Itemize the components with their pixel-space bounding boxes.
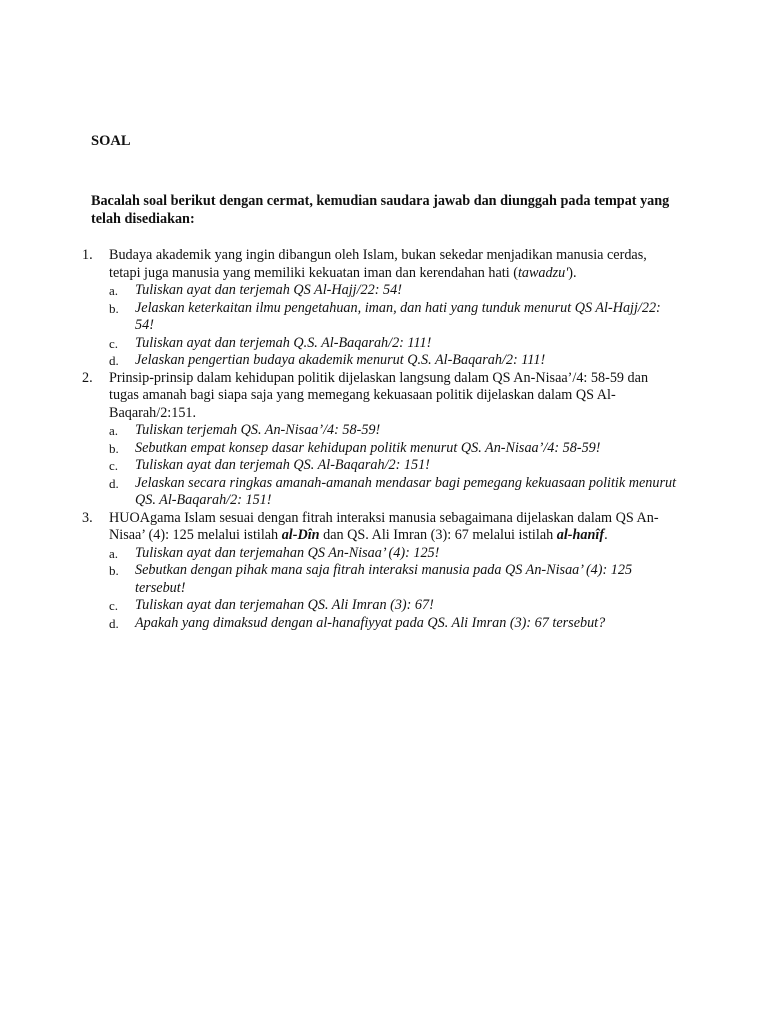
question-body [109,247,676,370]
sub-question-text: Tuliskan ayat dan terjemahan QS. Ali Imran (3): 67! [135,597,434,613]
question-italic-term: tawadzu' [517,264,569,281]
sub-question [109,440,676,458]
sub-question [109,352,676,370]
sub-question-text: Jelaskan pengertian budaya akademik menurut Q.S. Al-Baqarah/2: 111! [135,352,546,368]
sub-question [109,597,676,615]
sub-question-text: Sebutkan dengan pihak mana saja fitrah interaksi manusia pada QS An-Nisaa’ (4): 125 tersebut! [135,562,633,596]
sub-question-letter: d. [109,615,119,631]
sub-question-text: Jelaskan secara ringkas amanah-amanah mendasar bagi pemegang kekuasaan politik menurut QS. Al-Baqarah/2: 151! [135,474,677,508]
instruction-text: Bacalah soal berikut dengan cermat, kemudian saudara jawab dan diunggah pada tempat yang telah disediakan: [91,193,670,227]
sub-question-letter: c. [109,335,119,351]
question-text-part: HUOAgama Islam sesuai dengan fitrah interaksi manusia sebagaimana dijelaskan dalam QS An-Nisaa’ (4): 125 melalui istilah [109,509,659,543]
question-text: Prinsip-prinsip dalam kehidupan politik dijelaskan langsung dalam QS An-Nisaa’/4: 58-59 dan tugas amanah bagi siapa saja yang memegang kekuasaan politik dijelaskan dalam QS Al-Baqarah/2:151. [109,369,649,421]
question-text [109,510,676,545]
sub-question-text: Jelaskan keterkaitan ilmu pengetahuan, iman, dan hati yang tunduk menurut QS Al-Hajj/22: 54! [135,299,661,333]
sub-question-letter: d. [109,475,119,491]
question-text-part: ). [568,264,577,281]
sub-question [109,562,676,597]
question-text [109,247,676,282]
sub-question [109,282,676,300]
question-text-part: . [604,527,608,543]
question-text-part: Budaya akademik yang ingin dibangun oleh Islam, bukan sekedar menjadikan manusia cerdas, tetapi juga manusia yang memiliki kekuatan iman dan kerendahan hati ( [109,247,647,281]
question-3 [82,510,676,633]
sub-question-letter: b. [109,300,119,316]
sub-question [109,457,676,475]
question-1 [82,247,676,370]
sub-question-letter: a. [109,423,119,438]
question-number: 3. [82,509,93,526]
question-number: 1. [82,247,93,263]
sub-question-letter: b. [109,563,119,578]
sub-question-text: Tuliskan terjemah QS. An-Nisaa’/4: 58-59! [135,422,381,438]
sub-question [109,422,676,440]
sub-question-letter: d. [109,353,119,368]
sub-question-list [109,545,676,633]
sub-question-list [109,282,676,370]
question-2 [82,370,676,510]
sub-question-text: Tuliskan ayat dan terjemahan QS An-Nisaa’ (4): 125! [135,544,440,561]
sub-question [109,545,676,563]
sub-question-text: Tuliskan ayat dan terjemah Q.S. Al-Baqarah/2: 111! [135,334,432,351]
sub-question-letter: a. [109,545,119,561]
sub-question-text: Tuliskan ayat dan terjemah QS. Al-Baqarah/2: 151! [135,457,430,473]
question-number: 2. [82,369,93,386]
question-bold-term: al-Dîn [281,527,320,543]
sub-question [109,335,676,353]
question-body [109,370,676,510]
question-body [109,510,676,633]
sub-question-list [109,422,676,510]
sub-question [109,615,676,633]
question-list [82,247,676,632]
question-bold-term: al-hanîf [556,527,605,543]
sub-question-text: Apakah yang dimaksud dengan al-hanafiyyat pada QS. Ali Imran (3): 67 tersebut? [135,614,606,631]
sub-question-text: Tuliskan ayat dan terjemah QS Al-Hajj/22: 54! [135,282,402,298]
sub-question [109,300,676,335]
sub-question-letter: b. [109,440,119,456]
sub-question-text: Sebutkan empat konsep dasar kehidupan politik menurut QS. An-Nisaa’/4: 58-59! [135,439,601,456]
sub-question-letter: c. [109,458,119,473]
page-title: SOAL [91,133,131,149]
question-text-part: dan QS. Ali Imran (3): 67 melalui istilah [319,527,557,543]
sub-question [109,475,676,510]
sub-question-letter: c. [109,598,119,613]
sub-question-letter: a. [109,283,119,298]
